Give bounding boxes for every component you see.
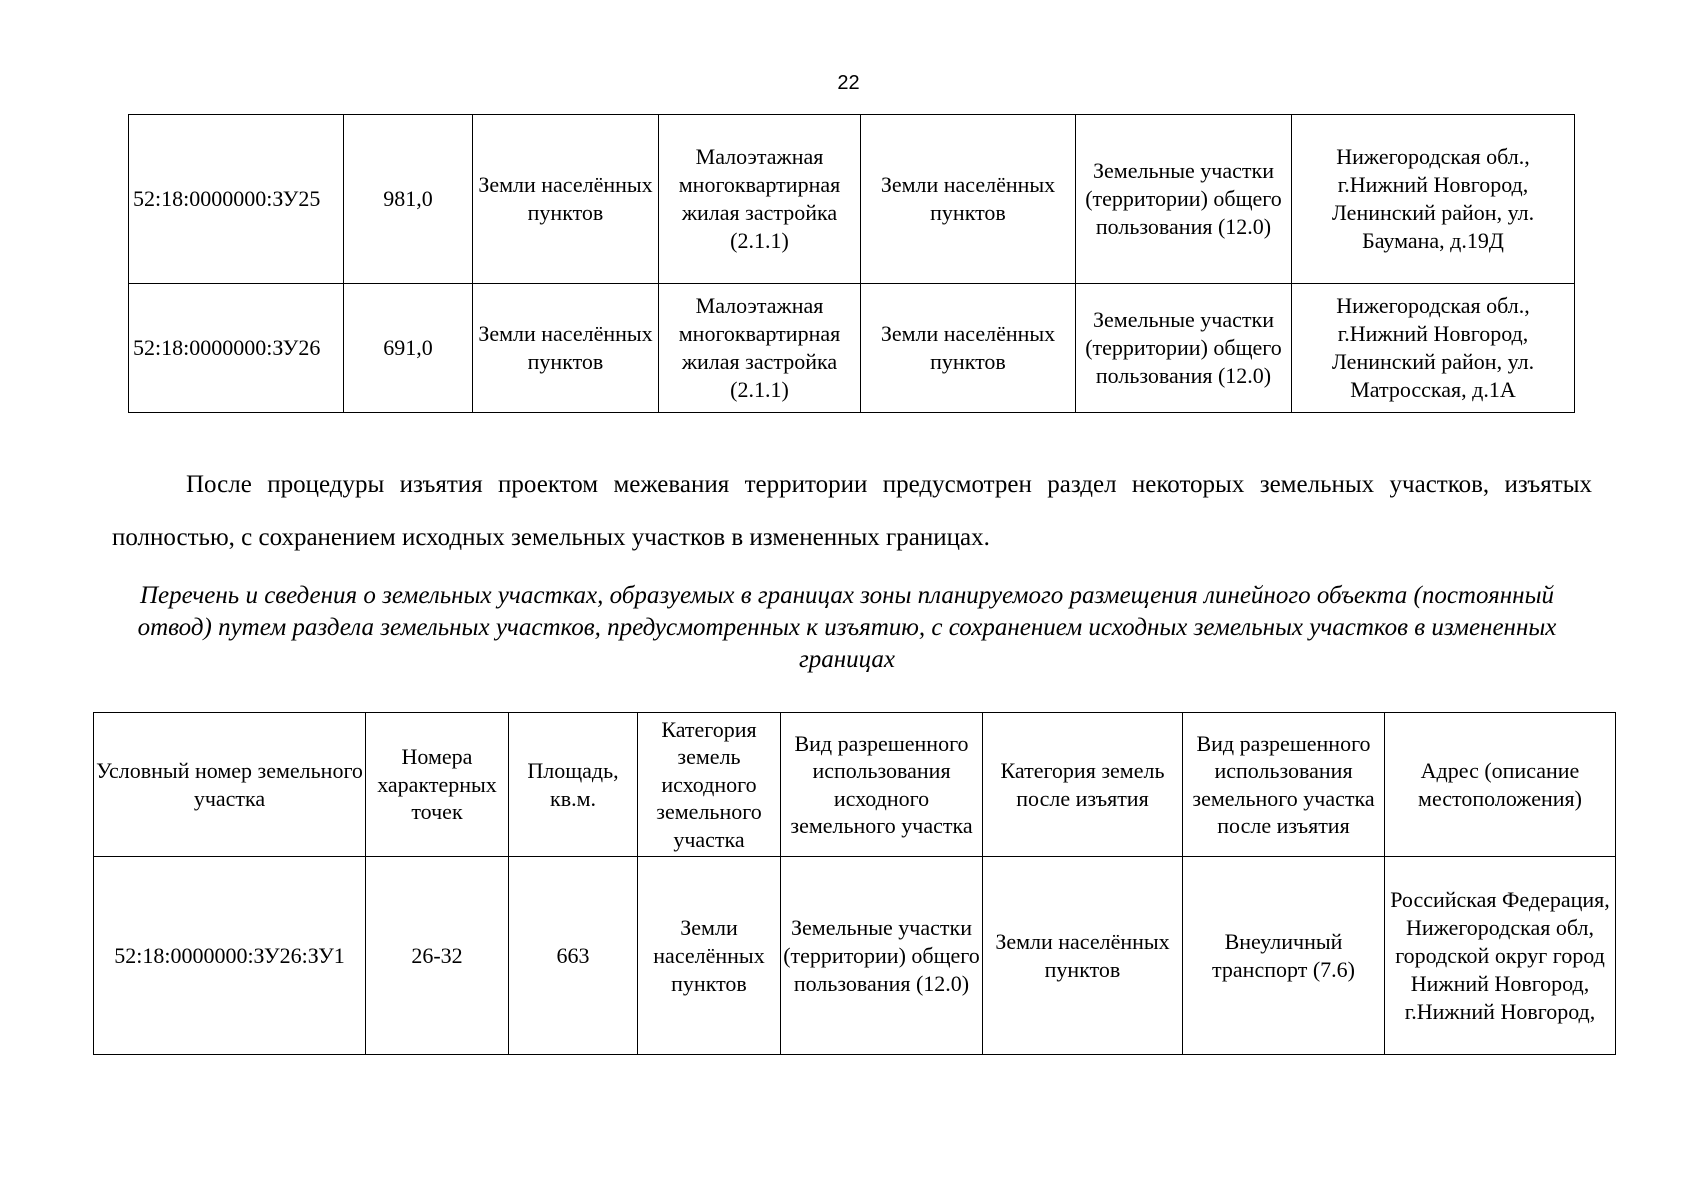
header-cell: Вид разрешенного использования исходного земельного участка: [781, 713, 983, 857]
header-cell: Условный номер земельного участка: [94, 713, 366, 857]
table-caption: Перечень и сведения о земельных участках, образуемых в границах зоны планируемого размещения линейного объекта (постоянный отвод) путем раздела земельных участков, предусмотренных к изъятию, с сохранением исходных земельных участков в измененных границах: [137, 582, 1557, 673]
address-cell: Нижегородская обл., г.Нижний Новгород, Ленинский район, ул. Матросская, д.1А: [1292, 284, 1575, 413]
area-cell: 663: [509, 857, 638, 1055]
plot-id-cell: 52:18:0000000:ЗУ26: [129, 284, 344, 413]
header-cell: Категория земель после изъятия: [983, 713, 1183, 857]
category-after-cell: Земли населённых пунктов: [861, 115, 1076, 284]
header-cell: Вид разрешенного использования земельного участка после изъятия: [1183, 713, 1385, 857]
category-after-cell: Земли населённых пунктов: [983, 857, 1183, 1055]
use-cell: Земельные участки (территории) общего пользования (12.0): [781, 857, 983, 1055]
category-cell: Земли населённых пунктов: [638, 857, 781, 1055]
use-after-cell: Земельные участки (территории) общего пользования (12.0): [1076, 284, 1292, 413]
use-cell: Малоэтажная многоквартирная жилая застройка (2.1.1): [659, 284, 861, 413]
address-cell: Российская Федерация, Нижегородская обл, городской округ город Нижний Новгород, г.Нижний Новгород,: [1385, 857, 1616, 1055]
header-cell: Номера характерных точек: [366, 713, 509, 857]
table-row: [129, 284, 1575, 413]
area-cell: 981,0: [344, 115, 473, 284]
table-row: [94, 857, 1616, 1055]
use-cell: Малоэтажная многоквартирная жилая застройка (2.1.1): [659, 115, 861, 284]
table-row: [129, 115, 1575, 284]
table-header-row: [94, 713, 1616, 857]
area-cell: 691,0: [344, 284, 473, 413]
category-cell: Земли населённых пунктов: [473, 284, 659, 413]
header-cell: Категория земель исходного земельного участка: [638, 713, 781, 857]
page-number: 22: [837, 72, 860, 94]
points-cell: 26-32: [366, 857, 509, 1055]
header-cell: Адрес (описание местоположения): [1385, 713, 1616, 857]
address-cell: Нижегородская обл., г.Нижний Новгород, Ленинский район, ул. Баумана, д.19Д: [1292, 115, 1575, 284]
use-after-cell: Внеуличный транспорт (7.6): [1183, 857, 1385, 1055]
plot-id-cell: 52:18:0000000:ЗУ25: [129, 115, 344, 284]
use-after-cell: Земельные участки (территории) общего пользования (12.0): [1076, 115, 1292, 284]
plot-id-cell: 52:18:0000000:ЗУ26:ЗУ1: [94, 857, 366, 1055]
category-after-cell: Земли населённых пунктов: [861, 284, 1076, 413]
subdivided-plots-table: [93, 712, 1616, 1055]
header-cell: Площадь, кв.м.: [509, 713, 638, 857]
category-cell: Земли населённых пунктов: [473, 115, 659, 284]
body-paragraph: После процедуры изъятия проектом межевания территории предусмотрен раздел некоторых земельных участков, изъятых полностью, с сохранением исходных земельных участков в измененных границах.: [112, 471, 1592, 551]
land-plots-table: [128, 114, 1575, 413]
